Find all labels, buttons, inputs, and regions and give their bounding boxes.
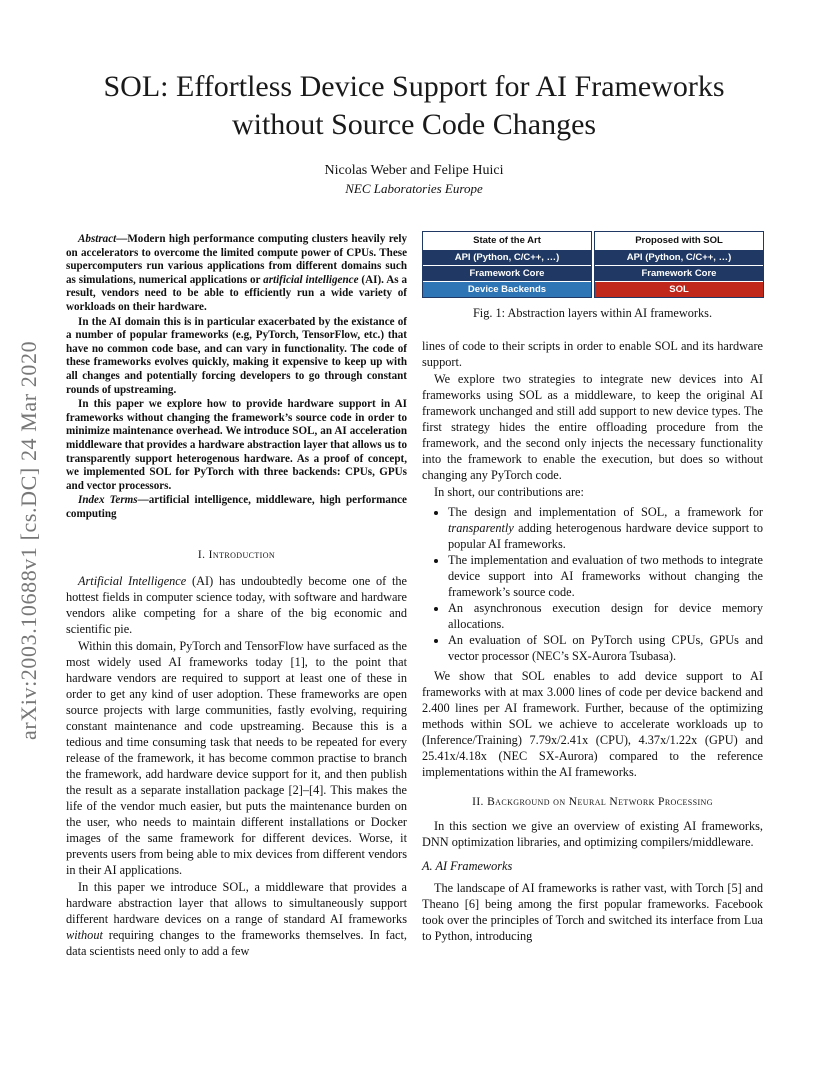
list-item: • The implementation and evaluation of two methods to integrate device support into AI frameworks without changing the framework’s source code.	[448, 552, 763, 600]
figure-proposed-column	[594, 231, 764, 298]
right-paragraph-5: In this section we give an overview of existing AI frameworks, DNN optimization libraries, and optimizing compilers/middleware.	[422, 819, 763, 849]
section-heading-background: II. Background on Neural Network Processing	[472, 796, 713, 808]
right-paragraph-3: In short, our contributions are:	[434, 485, 584, 499]
figure-left-row-backends: Device Backends	[423, 282, 591, 297]
figure-right-header: Proposed with SOL	[595, 232, 763, 249]
index-terms-label: Index Terms	[78, 494, 138, 507]
subsection-heading-ai-frameworks: A. AI Frameworks	[422, 859, 513, 873]
abstract-paragraph-2: In the AI domain this is in particular exacerbated by the existance of a number of popular frameworks (e.g, PyTorch, TensorFlow, etc.) that have no common code base, and can vary in functionality. The code of these frameworks evolves quickly, making it expensive to keep up with all changes and potentially forcing developers to go through constant rounds of upstreaming.	[66, 315, 407, 396]
right-column	[422, 338, 763, 945]
title-line-2: without Source Code Changes	[231, 108, 597, 141]
abstract-label: Abstract	[78, 233, 117, 245]
intro-paragraph-1: Artificial Intelligence (AI) has undoubtedly become one of the hottest fields in computer science today, with software and hardware vendors alike competing for a share of the big economic and scientific pie.	[66, 574, 408, 637]
intro-paragraph-3: In this paper we introduce SOL, a middleware that provides a hardware abstraction layer that allows to simultaneously support different hardware devices on a range of standard AI frameworks without requiring changes to the frameworks themselves. In fact, data scientists need only to add a few	[66, 880, 407, 959]
figure-right-row-api: API (Python, C/C++, …)	[595, 250, 763, 265]
right-paragraph-4: We show that SOL enables to add device support to AI frameworks with at max 3.000 lines of code per device backend and 2.400 lines per AI framework. Further, because of the optimizing methods within SOL we achieve to accelerate workloads up to (Inference/Training) 7.79x/2.41x (CPU), 4.37x/1.22x (GPU) and 25.41x/4.18x (NEC SX-Aurora) compared to the reference implementations within the AI frameworks.	[422, 669, 763, 779]
contributions-list	[422, 504, 763, 664]
arxiv-stamp: arXiv:2003.10688v1 [cs.DC] 24 Mar 2020	[16, 340, 41, 740]
authors: Nicolas Weber and Felipe Huici	[324, 163, 504, 178]
right-paragraph-6: The landscape of AI frameworks is rather vast, with Torch [5] and Theano [6] being among the first popular frameworks. Facebook took over the principles of Torch and switched its interface from Lua to Python, introducing	[422, 881, 763, 943]
intro-paragraph-2: Within this domain, PyTorch and TensorFlow have surfaced as the most widely used AI frameworks today [1], to the point that hardware vendors are required to support at least one of these in order to get any kind of user adoption. These frameworks are open source projects with large communities, fastly evolving, requiring constant maintenance and code upstreaming. Because this is a tedious and time consuming task that needs to be repeated for every release of the framework, it has become common practise to branch the framework, add hardware device support for it, and then publish the result as a separate installation package [2]–[4]. This makes the life of the vendor much easier, but puts the maintenance burden on the user, who needs to maintain different installations or Docker images of the same framework for different devices. Worse, it prevents users from being able to mix devices from different vendors in their AI applications.	[66, 639, 407, 878]
right-paragraph-2: We explore two strategies to integrate new devices into AI frameworks using SOL as a middleware, to keep the original AI framework unchanged and still add support to new device types. The first strategy hides the entire offloading procedure from the framework, and the second only injects the necessary functionality into the framework to enable the execution, but does so without changing any PyTorch code.	[422, 372, 763, 482]
figure-left-row-api: API (Python, C/C++, …)	[423, 250, 591, 265]
figure-left-row-core: Framework Core	[423, 266, 591, 281]
right-paragraph-1: lines of code to their scripts in order to enable SOL and its hardware support.	[422, 339, 763, 369]
abstract-paragraph-3: In this paper we explore how to provide hardware support in AI frameworks without changing the framework’s source code in order to minimize maintenance overhead. We introduce SOL, an AI acceleration middleware that provides a hardware abstraction layer that allows us to transparently support heterogenous hardware. As a proof of concept, we implemented SOL for PyTorch with three backends: CPUs, GPUs and vector processors.	[66, 398, 407, 492]
left-column	[66, 233, 407, 960]
paper-title	[40, 68, 788, 144]
index-terms: Index Terms—artificial intelligence, middleware, high performance computing	[66, 494, 407, 520]
title-line-1: SOL: Effortless Device Support for AI Frameworks	[103, 70, 725, 103]
affiliation: NEC Laboratories Europe	[345, 181, 483, 196]
figure-left-header: State of the Art	[423, 232, 591, 249]
list-item: • The design and implementation of SOL, a framework for transparently adding heterogenous hardware device support to popular AI frameworks.	[448, 504, 763, 552]
abstract-paragraph: Abstract—Modern high performance computing clusters heavily rely on accelerators to overcome the limited compute power of CPUs. These supercomputers run various applications from different domains such as simulations, numerical applications or artificial intelligence (AI). As a result, vendors need to be able to efficiently run a wide variety of workloads on their hardware.	[66, 233, 408, 313]
list-item: • An evaluation of SOL on PyTorch using CPUs, GPUs and vector processor (NEC’s SX-Aurora Tsubasa).	[448, 632, 763, 664]
section-heading-introduction: I. Introduction	[197, 549, 276, 562]
figure-state-of-art-column	[422, 231, 592, 298]
figure-caption: Fig. 1: Abstraction layers within AI frameworks.	[472, 306, 713, 320]
figure-right-row-core: Framework Core	[595, 266, 763, 281]
figure-right-row-sol: SOL	[595, 282, 763, 297]
list-item: • An asynchronous execution design for device memory allocations.	[448, 600, 763, 632]
